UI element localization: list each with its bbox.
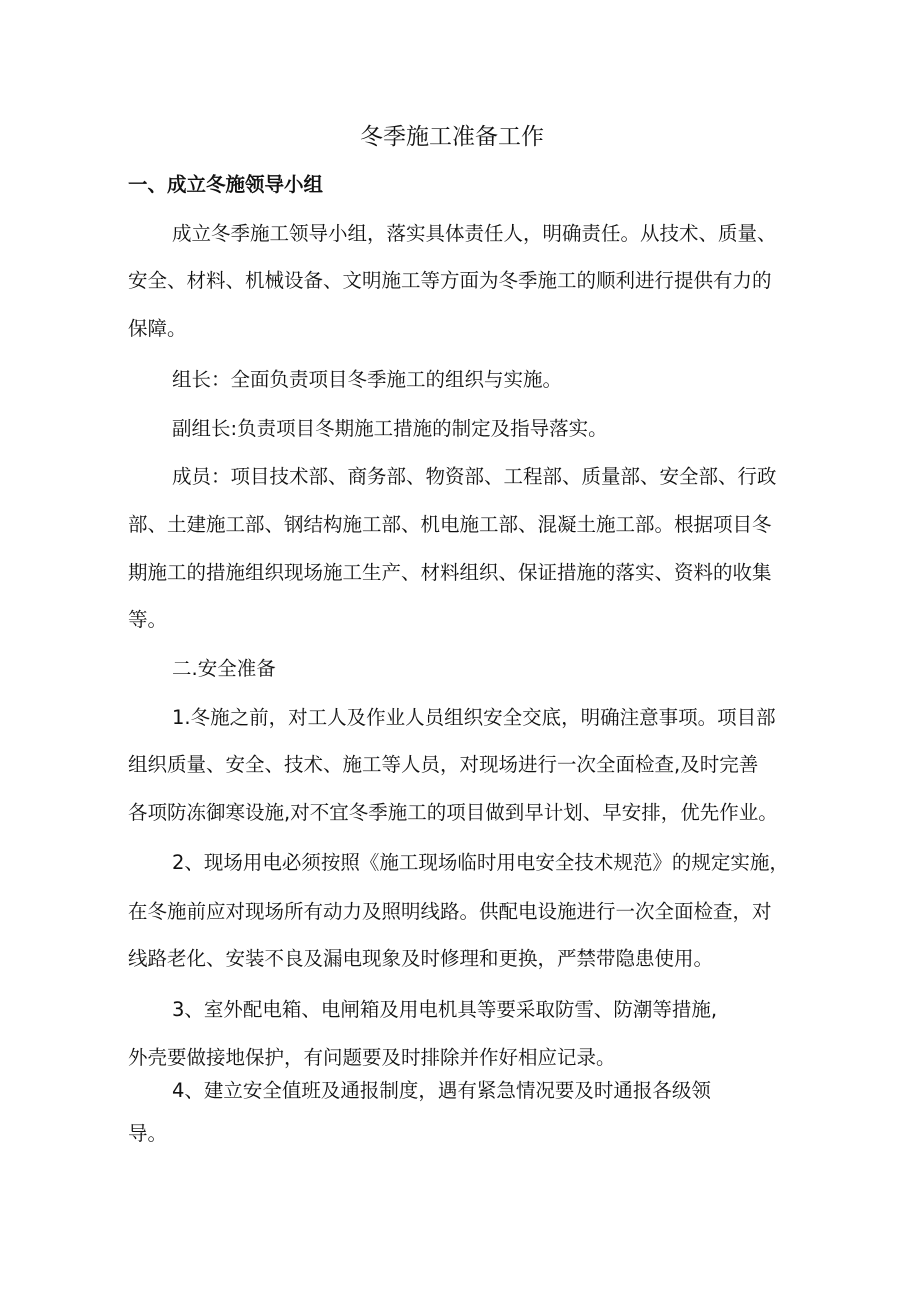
section2-item1-line1: 1.冬施之前，对工人及作业人员组织安全交底，明确注意事项。项目部	[172, 706, 776, 729]
section1-members-line1: 成员：项目技术部、商务部、物资部、工程部、质量部、安全部、行政	[172, 465, 777, 488]
section2-item1-line3: 各项防冻御寒设施,对不宜冬季施工的项目做到早计划、早安排，优先作业。	[128, 801, 778, 824]
section1-para1-line1: 成立冬季施工领导小组，落实具体责任人，明确责任。从技术、质量、	[172, 222, 777, 245]
section2-heading: 二.安全准备	[172, 657, 276, 680]
section1-heading: 一、成立冬施领导小组	[128, 173, 324, 196]
section2-item3-line1: 3、室外配电箱、电闸箱及用电机具等要采取防雪、防潮等措施,	[172, 998, 718, 1021]
section1-leader: 组长：全面负责项目冬季施工的组织与实施。	[172, 368, 563, 391]
section1-members-line4: 等。	[128, 608, 168, 631]
section1-members-line2: 部、土建施工部、钢结构施工部、机电施工部、混凝土施工部。根据项目冬	[128, 513, 772, 536]
section2-item4-line1: 4、建立安全值班及通报制度，遇有紧急情况要及时通报各级领	[172, 1079, 711, 1102]
section1-deputy: 副组长:负责项目冬期施工措施的制定及指导落实。	[172, 417, 608, 440]
section2-item4-line2: 导。	[128, 1122, 168, 1145]
section2-item2-line1: 2、现场用电必须按照《施工现场临时用电安全技术规范》的规定实施，	[172, 851, 789, 874]
section2-item2-line3: 线路老化、安装不良及漏电现象及时修理和更换，严禁带隐患使用。	[128, 947, 714, 970]
section2-item3-line2: 外壳要做接地保护，有问题要及时排除并作好相应记录。	[128, 1046, 616, 1069]
section2-item1-line2: 组织质量、安全、技术、施工等人员，对现场进行一次全面检查,及时完善	[128, 753, 759, 776]
section1-members-line3: 期施工的措施组织现场施工生产、材料组织、保证措施的落实、资料的收集	[128, 561, 772, 584]
section1-para1-line3: 保障。	[128, 317, 187, 340]
section1-para1-line2: 安全、材料、机械设备、文明施工等方面为冬季施工的顺利进行提供有力的	[128, 269, 772, 292]
page-title: 冬季施工准备工作	[360, 124, 544, 150]
section2-item2-line2: 在冬施前应对现场所有动力及照明线路。供配电设施进行一次全面检查，对	[128, 900, 772, 923]
